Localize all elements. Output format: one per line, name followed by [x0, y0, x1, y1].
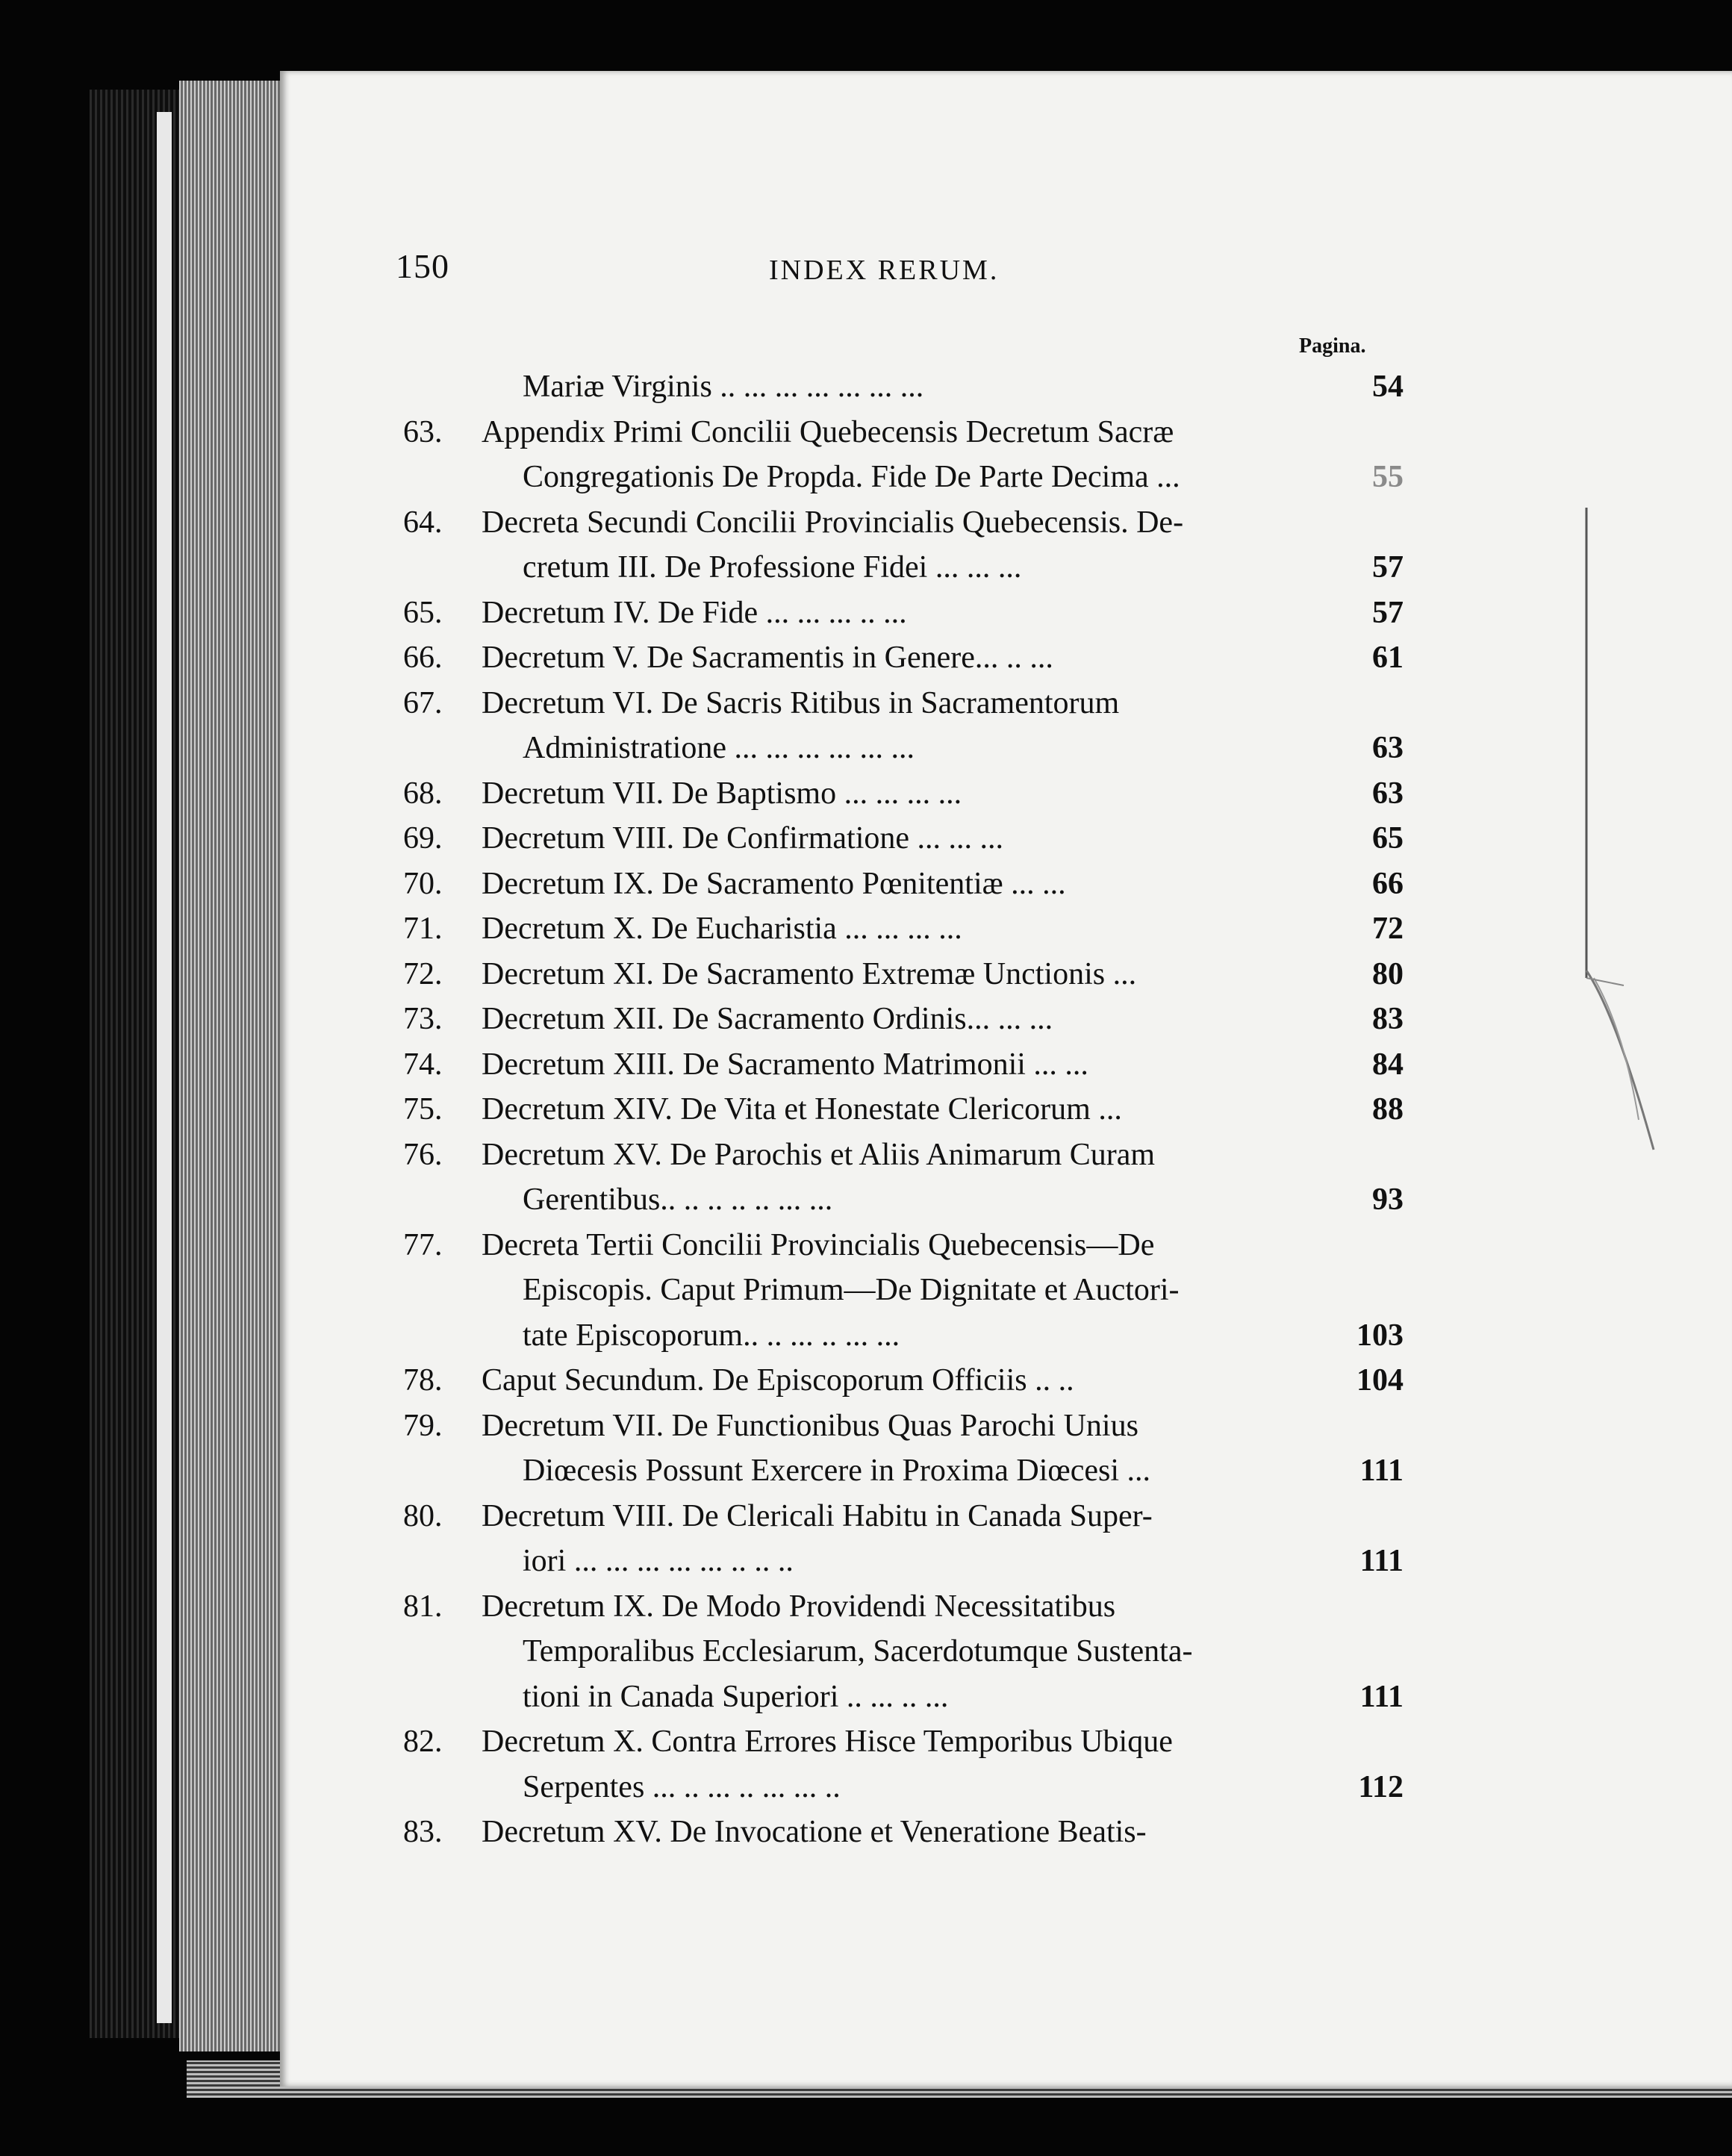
entry-text: Decretum XIII. De Sacramento Matrimonii ... ... — [482, 1047, 1088, 1082]
entry-number: 68. — [403, 776, 443, 811]
entry-page: 111 — [1359, 1679, 1404, 1714]
entry-number: 71. — [403, 912, 443, 946]
entry-text: Decretum IV. De Fide ... ... ... .. ... — [482, 595, 907, 630]
entry-number: 65. — [403, 595, 443, 630]
entry-number: 79. — [403, 1408, 443, 1443]
entry-page: 55 — [1372, 460, 1404, 494]
pencil-marks — [1564, 493, 1669, 1165]
entry-text: Gerentibus.. .. .. .. .. ... ... — [523, 1183, 833, 1217]
page-number: 150 — [396, 247, 449, 285]
entry-page: 103 — [1356, 1318, 1404, 1353]
index-line — [403, 1087, 1404, 1132]
index-line — [403, 410, 1404, 455]
entry-text: Decretum V. De Sacramentis in Genere... .. ... — [482, 641, 1053, 675]
page-stack-edge — [179, 81, 284, 2051]
index-line — [403, 1674, 1404, 1720]
entry-text: Decretum VI. De Sacris Ritibus in Sacramentorum — [482, 685, 1120, 720]
entry-text: tioni in Canada Superiori .. ... .. ... — [523, 1679, 949, 1714]
entry-text: Decretum X. De Eucharistia ... ... ... ... — [482, 912, 962, 946]
index-line — [403, 1358, 1404, 1403]
index-line — [403, 1223, 1404, 1268]
index-line — [403, 1268, 1404, 1313]
index-line — [403, 1177, 1404, 1223]
entry-text: Decretum VIII. De Clericali Habitu in Canada Super- — [482, 1498, 1153, 1533]
entry-number: 82. — [403, 1725, 443, 1759]
index-line — [403, 591, 1404, 636]
index-line — [403, 952, 1404, 997]
entry-text: Decretum XV. De Invocatione et Veneratione Beatis- — [482, 1815, 1147, 1849]
index-line — [403, 1313, 1404, 1359]
entry-text: Mariæ Virginis .. ... ... ... ... ... ... — [523, 370, 924, 404]
entry-page: 83 — [1372, 1002, 1404, 1036]
spine-highlight — [157, 112, 172, 2023]
index-line — [403, 997, 1404, 1042]
entry-number: 83. — [403, 1815, 443, 1849]
column-heading: Pagina. — [1299, 334, 1366, 358]
entry-page: 88 — [1372, 1092, 1404, 1127]
index-line — [403, 364, 1404, 410]
running-head — [396, 246, 1374, 299]
index-line — [403, 1629, 1404, 1674]
entry-page: 66 — [1372, 866, 1404, 901]
entry-text: Decretum VII. De Functionibus Quas Parochi Unius — [482, 1408, 1138, 1443]
index-line — [403, 500, 1404, 546]
index-line — [403, 681, 1404, 726]
entry-text: Decreta Secundi Concilii Provincialis Quebecensis. De- — [482, 505, 1184, 540]
entry-page: 80 — [1372, 956, 1404, 991]
entry-page: 72 — [1372, 912, 1404, 946]
index-line — [403, 862, 1404, 907]
page-title: INDEX RERUM. — [769, 255, 1000, 286]
entry-text: iori ... ... ... ... ... .. .. .. — [523, 1544, 794, 1578]
index-line — [403, 1132, 1404, 1178]
entry-text: Decretum IX. De Sacramento Pœnitentiæ ... ... — [482, 866, 1066, 901]
entry-number: 78. — [403, 1363, 443, 1398]
index-line — [403, 1719, 1404, 1765]
entry-page: 57 — [1372, 550, 1404, 585]
entry-text: tate Episcoporum.. .. ... .. ... ... — [523, 1318, 900, 1353]
entry-page: 111 — [1359, 1544, 1404, 1578]
entry-number: 64. — [403, 505, 443, 540]
entry-page: 104 — [1356, 1363, 1404, 1398]
entry-text: Caput Secundum. De Episcoporum Officiis .. .. — [482, 1363, 1074, 1398]
entry-number: 74. — [403, 1047, 443, 1082]
entry-number: 69. — [403, 821, 443, 856]
entry-page: 65 — [1372, 821, 1404, 856]
index-line — [403, 1448, 1404, 1494]
index-line — [403, 1810, 1404, 1855]
entry-text: Episcopis. Caput Primum—De Dignitate et Auctori- — [523, 1273, 1180, 1307]
entry-page: 111 — [1359, 1454, 1404, 1488]
entry-number: 73. — [403, 1002, 443, 1036]
index-line — [403, 1584, 1404, 1630]
entry-text: Serpentes ... .. ... .. ... ... .. — [523, 1769, 841, 1804]
entry-number: 77. — [403, 1227, 443, 1262]
index-line — [403, 771, 1404, 817]
entry-text: Decreta Tertii Concilii Provincialis Quebecensis—De — [482, 1227, 1155, 1262]
entry-page: 57 — [1372, 595, 1404, 630]
entry-number: 66. — [403, 641, 443, 675]
entry-page: 84 — [1372, 1047, 1404, 1082]
entry-number: 72. — [403, 956, 443, 991]
entry-text: Appendix Primi Concilii Quebecensis Decretum Sacræ — [482, 414, 1174, 449]
entry-text: Temporalibus Ecclesiarum, Sacerdotumque Sustenta- — [523, 1634, 1193, 1669]
entry-number: 81. — [403, 1589, 443, 1624]
entry-text: Decretum X. Contra Errores Hisce Temporibus Ubique — [482, 1725, 1173, 1759]
index-line — [403, 635, 1404, 681]
entry-text: Decretum XV. De Parochis et Aliis Animarum Curam — [482, 1137, 1156, 1172]
index-line — [403, 726, 1404, 771]
entry-page: 54 — [1372, 370, 1404, 404]
entry-text: Decretum VIII. De Confirmatione ... ... ... — [482, 821, 1004, 856]
entry-text: Congregationis De Propda. Fide De Parte Decima ... — [523, 460, 1180, 494]
entry-page: 61 — [1372, 641, 1404, 675]
entry-text: Decretum VII. De Baptismo ... ... ... ... — [482, 776, 962, 811]
entry-number: 75. — [403, 1092, 443, 1127]
index-line — [403, 1765, 1404, 1810]
index-line — [403, 1494, 1404, 1539]
index-line — [403, 1539, 1404, 1584]
entry-text: Administratione ... ... ... ... ... ... — [523, 731, 915, 765]
index-line — [403, 545, 1404, 591]
entry-page: 63 — [1372, 776, 1404, 811]
entry-number: 76. — [403, 1137, 443, 1172]
entry-text: Decretum IX. De Modo Providendi Necessitatibus — [482, 1589, 1116, 1624]
entry-number: 67. — [403, 685, 443, 720]
entry-number: 63. — [403, 414, 443, 449]
entry-page: 112 — [1358, 1769, 1404, 1804]
entry-page: 93 — [1372, 1183, 1404, 1217]
entry-text: Decretum XI. De Sacramento Extremæ Unctionis ... — [482, 956, 1137, 991]
entry-text: Decretum XII. De Sacramento Ordinis... ... ... — [482, 1002, 1053, 1036]
index-line — [403, 1403, 1404, 1449]
entry-text: Decretum XIV. De Vita et Honestate Clericorum ... — [482, 1092, 1122, 1127]
index-line — [403, 906, 1404, 952]
entry-number: 70. — [403, 866, 443, 901]
entry-text: Diœcesis Possunt Exercere in Proxima Diœcesi ... — [523, 1454, 1151, 1488]
index-line — [403, 455, 1404, 500]
entry-text: cretum III. De Professione Fidei ... ... ... — [523, 550, 1022, 585]
entry-number: 80. — [403, 1498, 443, 1533]
index-line — [403, 816, 1404, 862]
entry-page: 63 — [1372, 731, 1404, 765]
index-line — [403, 1042, 1404, 1088]
index-entries — [403, 364, 1404, 1855]
